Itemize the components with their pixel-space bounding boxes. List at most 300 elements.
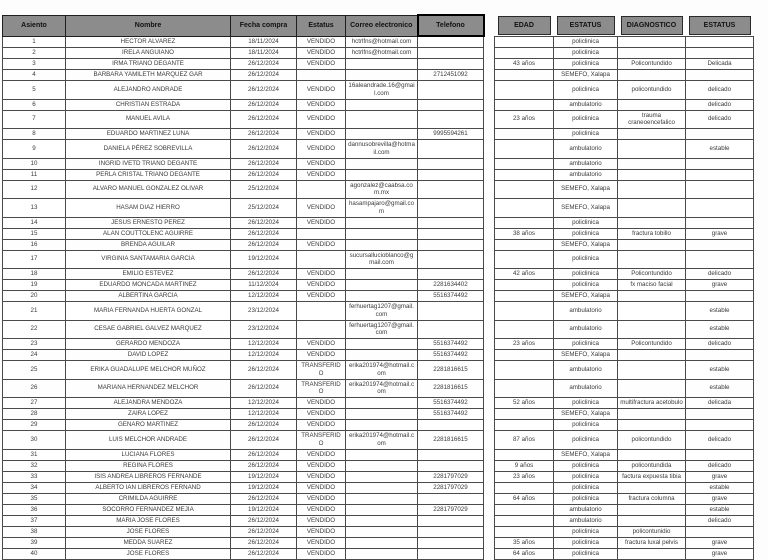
cell-estatus[interactable] [297,250,346,269]
cell-estatus[interactable]: VENDIDO [297,548,346,559]
cell-diagnostico[interactable] [618,48,686,59]
cell-edad[interactable] [495,409,554,420]
cell-estatus-3[interactable]: grave [686,493,754,504]
cell-estatus-3[interactable] [686,199,754,218]
cell-edad[interactable] [495,504,554,515]
cell-edad[interactable] [495,449,554,460]
cell-correo-electronico[interactable] [346,449,418,460]
cell-estatus-3[interactable]: grave [686,537,754,548]
cell-estatus[interactable]: VENDIDO [297,504,346,515]
header-fecha-compra[interactable]: Fecha compra [231,15,297,36]
cell-nombre[interactable]: EDUARDO MARTINEZ LUNA [66,129,231,140]
cell-edad[interactable]: 9 años [495,460,554,471]
cell-diagnostico[interactable] [618,70,686,81]
cell-diagnostico[interactable] [618,379,686,398]
cell-nombre[interactable]: ALBERTO IAN LIBREROS FERNAND [66,482,231,493]
cell-diagnostico[interactable] [618,36,686,48]
cell-estatus[interactable]: VENDIDO [297,269,346,280]
cell-telefono[interactable] [418,526,484,537]
cell-estatus[interactable]: VENDIDO [297,398,346,409]
cell-correo-electronico[interactable] [346,460,418,471]
cell-estatus-3[interactable]: grave [686,280,754,291]
cell-fecha-compra[interactable]: 12/12/2024 [231,350,297,361]
cell-fecha-compra[interactable]: 25/12/2024 [231,180,297,199]
cell-edad[interactable] [495,291,554,302]
cell-nombre[interactable]: ALBERTINA GARCIA [66,291,231,302]
cell-edad[interactable] [495,129,554,140]
cell-telefono[interactable] [418,250,484,269]
cell-nombre[interactable]: ALEJANDRO ANDRADE [66,81,231,100]
cell-correo-electronico[interactable]: hctrlfns@hotmail.com [346,36,418,48]
cell-estatus-2[interactable]: policlinica [554,48,618,59]
cell-nombre[interactable]: MARIANA HERNANDEZ MELCHOR [66,379,231,398]
cell-asiento[interactable]: 18 [3,269,66,280]
cell-estatus[interactable]: VENDIDO [297,36,346,48]
cell-nombre[interactable]: HASAM DIAZ HIERRO [66,199,231,218]
cell-asiento[interactable]: 24 [3,350,66,361]
cell-estatus-2[interactable]: policlinica [554,526,618,537]
cell-correo-electronico[interactable] [346,515,418,526]
cell-estatus[interactable]: VENDIDO [297,129,346,140]
cell-diagnostico[interactable] [618,217,686,228]
cell-nombre[interactable]: ALVARO MANUEL GONZALEZ OLIVAR [66,180,231,199]
cell-estatus-3[interactable]: delicado [686,339,754,350]
cell-asiento[interactable]: 20 [3,291,66,302]
cell-diagnostico[interactable] [618,409,686,420]
cell-nombre[interactable]: IRMA TRIANO DEGANTE [66,59,231,70]
header-estatus-2[interactable]: ESTATUS [554,15,618,36]
cell-correo-electronico[interactable] [346,129,418,140]
cell-asiento[interactable]: 34 [3,482,66,493]
cell-telefono[interactable] [418,140,484,159]
cell-estatus-3[interactable] [686,36,754,48]
cell-estatus-2[interactable]: policlinica [554,228,618,239]
cell-correo-electronico[interactable]: hctrlfns@hotmail.com [346,48,418,59]
cell-telefono[interactable] [418,302,484,321]
cell-estatus[interactable]: TRANSFERIDO [297,361,346,380]
cell-edad[interactable] [495,320,554,339]
cell-diagnostico[interactable] [618,291,686,302]
cell-estatus-2[interactable]: SEMEFO, Xalapa [554,180,618,199]
cell-diagnostico[interactable] [618,515,686,526]
cell-diagnostico[interactable] [618,320,686,339]
cell-estatus-3[interactable] [686,169,754,180]
cell-asiento[interactable]: 25 [3,361,66,380]
cell-estatus-2[interactable]: policlinica [554,269,618,280]
cell-estatus-2[interactable]: policlinica [554,493,618,504]
cell-asiento[interactable]: 2 [3,48,66,59]
cell-telefono[interactable] [418,59,484,70]
cell-nombre[interactable]: DANIELA PÉREZ SOBREVILLA [66,140,231,159]
cell-asiento[interactable]: 23 [3,339,66,350]
cell-nombre[interactable]: REGINA FLORES [66,460,231,471]
cell-fecha-compra[interactable]: 18/11/2024 [231,36,297,48]
cell-edad[interactable] [495,48,554,59]
cell-fecha-compra[interactable]: 26/12/2024 [231,460,297,471]
cell-telefono[interactable]: 5516374492 [418,409,484,420]
cell-asiento[interactable]: 4 [3,70,66,81]
cell-telefono[interactable]: 2281816615 [418,361,484,380]
cell-telefono[interactable]: 2712451092 [418,70,484,81]
cell-asiento[interactable]: 11 [3,169,66,180]
cell-telefono[interactable]: 2281797029 [418,471,484,482]
cell-asiento[interactable]: 1 [3,36,66,48]
cell-nombre[interactable]: HECTOR ALVAREZ [66,36,231,48]
cell-estatus[interactable]: VENDIDO [297,81,346,100]
cell-fecha-compra[interactable]: 26/12/2024 [231,537,297,548]
cell-diagnostico[interactable] [618,180,686,199]
cell-estatus[interactable]: VENDIDO [297,239,346,250]
cell-diagnostico[interactable] [618,350,686,361]
cell-diagnostico[interactable]: policontundido [618,431,686,450]
cell-telefono[interactable] [418,217,484,228]
cell-estatus-3[interactable] [686,217,754,228]
cell-correo-electronico[interactable]: erika201974@hotmail.com [346,361,418,380]
cell-nombre[interactable]: BRENDA AGUILAR [66,239,231,250]
cell-edad[interactable]: 23 años [495,339,554,350]
cell-diagnostico[interactable]: fractura luxal pelvis [618,537,686,548]
cell-estatus-2[interactable]: SEMEFO, Xalapa [554,350,618,361]
cell-diagnostico[interactable] [618,420,686,431]
cell-fecha-compra[interactable]: 26/12/2024 [231,228,297,239]
cell-nombre[interactable]: SOCORRO FERNANDEZ MEJIA [66,504,231,515]
cell-fecha-compra[interactable]: 26/12/2024 [231,99,297,110]
cell-telefono[interactable] [418,239,484,250]
cell-estatus-2[interactable]: policlinica [554,537,618,548]
cell-asiento[interactable]: 32 [3,460,66,471]
header-nombre[interactable]: Nombre [66,15,231,36]
cell-telefono[interactable]: 5516374492 [418,291,484,302]
cell-estatus-3[interactable] [686,239,754,250]
cell-estatus[interactable]: VENDIDO [297,537,346,548]
cell-nombre[interactable]: EMILIO ESTEVEZ [66,269,231,280]
cell-estatus-2[interactable]: ambulatorio [554,361,618,380]
cell-estatus-2[interactable]: policlinica [554,110,618,129]
cell-asiento[interactable]: 30 [3,431,66,450]
cell-nombre[interactable]: MANUEL AVILA [66,110,231,129]
cell-asiento[interactable]: 26 [3,379,66,398]
cell-edad[interactable]: 43 años [495,59,554,70]
cell-fecha-compra[interactable]: 11/12/2024 [231,280,297,291]
cell-diagnostico[interactable]: Policontundido [618,269,686,280]
cell-estatus[interactable]: VENDIDO [297,280,346,291]
cell-estatus[interactable]: VENDIDO [297,217,346,228]
cell-fecha-compra[interactable]: 23/12/2024 [231,302,297,321]
cell-nombre[interactable]: ZAIRA LOPEZ [66,409,231,420]
cell-fecha-compra[interactable]: 26/12/2024 [231,420,297,431]
cell-fecha-compra[interactable]: 26/12/2024 [231,493,297,504]
cell-telefono[interactable] [418,269,484,280]
cell-nombre[interactable]: ISIS ANDREA LIBREROS FERNANDE [66,471,231,482]
cell-estatus[interactable]: VENDIDO [297,420,346,431]
cell-estatus-3[interactable] [686,409,754,420]
cell-estatus[interactable]: VENDIDO [297,493,346,504]
cell-correo-electronico[interactable]: agonzalez@caabsa.com.mx [346,180,418,199]
cell-fecha-compra[interactable]: 26/12/2024 [231,169,297,180]
cell-asiento[interactable]: 33 [3,471,66,482]
cell-asiento[interactable]: 9 [3,140,66,159]
cell-correo-electronico[interactable] [346,239,418,250]
cell-asiento[interactable]: 19 [3,280,66,291]
cell-diagnostico[interactable] [618,302,686,321]
cell-estatus-3[interactable] [686,526,754,537]
cell-edad[interactable] [495,350,554,361]
cell-correo-electronico[interactable] [346,409,418,420]
cell-asiento[interactable]: 36 [3,504,66,515]
cell-telefono[interactable] [418,320,484,339]
cell-diagnostico[interactable]: Policontundido [618,59,686,70]
cell-nombre[interactable]: GERARDO MENDOZA [66,339,231,350]
header-correo-electronico[interactable]: Correo electronico [346,15,418,36]
cell-estatus-3[interactable]: delicado [686,431,754,450]
cell-edad[interactable]: 38 años [495,228,554,239]
cell-estatus-2[interactable]: policlinica [554,250,618,269]
cell-estatus-3[interactable] [686,129,754,140]
cell-correo-electronico[interactable]: sucursallucioblanco@gmail.com [346,250,418,269]
cell-estatus-3[interactable] [686,70,754,81]
cell-correo-electronico[interactable] [346,59,418,70]
cell-estatus[interactable]: VENDIDO [297,350,346,361]
cell-estatus-3[interactable] [686,350,754,361]
cell-fecha-compra[interactable]: 23/12/2024 [231,320,297,339]
cell-correo-electronico[interactable] [346,291,418,302]
cell-fecha-compra[interactable]: 26/12/2024 [231,70,297,81]
cell-edad[interactable] [495,99,554,110]
cell-nombre[interactable]: ERIKA GUADALUPE MELCHOR MUÑOZ [66,361,231,380]
cell-edad[interactable] [495,158,554,169]
cell-nombre[interactable]: PERLA CRISTAL TRIANO DEGANTE [66,169,231,180]
cell-nombre[interactable]: VIRGINIA SANTAMARIA GARCIA [66,250,231,269]
header-edad[interactable]: EDAD [495,15,554,36]
cell-nombre[interactable]: MARIA FERNANDA HUERTA GONZAL [66,302,231,321]
cell-nombre[interactable]: ALEJANDRA MENDOZA [66,398,231,409]
cell-correo-electronico[interactable] [346,420,418,431]
cell-estatus-3[interactable]: estable [686,320,754,339]
cell-estatus[interactable]: VENDIDO [297,409,346,420]
cell-asiento[interactable]: 12 [3,180,66,199]
cell-correo-electronico[interactable] [346,169,418,180]
cell-correo-electronico[interactable] [346,280,418,291]
cell-edad[interactable] [495,140,554,159]
cell-estatus[interactable]: VENDIDO [297,460,346,471]
cell-edad[interactable] [495,81,554,100]
cell-correo-electronico[interactable] [346,158,418,169]
cell-estatus-2[interactable]: policlinica [554,431,618,450]
cell-estatus-2[interactable]: SEMEFO, Xalapa [554,70,618,81]
cell-diagnostico[interactable] [618,169,686,180]
cell-edad[interactable] [495,217,554,228]
cell-estatus[interactable]: VENDIDO [297,48,346,59]
cell-edad[interactable] [495,180,554,199]
cell-correo-electronico[interactable] [346,110,418,129]
cell-estatus-3[interactable]: delicado [686,515,754,526]
cell-edad[interactable] [495,169,554,180]
cell-asiento[interactable]: 7 [3,110,66,129]
cell-edad[interactable]: 23 años [495,110,554,129]
cell-asiento[interactable]: 15 [3,228,66,239]
cell-correo-electronico[interactable]: erika201974@hotmail.com [346,379,418,398]
cell-estatus-3[interactable] [686,180,754,199]
cell-diagnostico[interactable] [618,199,686,218]
cell-fecha-compra[interactable]: 26/12/2024 [231,379,297,398]
cell-nombre[interactable]: GENARO MARTINEZ [66,420,231,431]
cell-diagnostico[interactable] [618,158,686,169]
cell-correo-electronico[interactable] [346,70,418,81]
cell-asiento[interactable]: 3 [3,59,66,70]
cell-diagnostico[interactable] [618,504,686,515]
cell-estatus[interactable]: VENDIDO [297,482,346,493]
cell-fecha-compra[interactable]: 19/12/2024 [231,250,297,269]
cell-estatus[interactable]: VENDIDO [297,169,346,180]
cell-estatus-2[interactable]: SEMEFO, Xalapa [554,199,618,218]
cell-correo-electronico[interactable] [346,99,418,110]
cell-telefono[interactable] [418,158,484,169]
cell-edad[interactable] [495,239,554,250]
cell-asiento[interactable]: 8 [3,129,66,140]
cell-estatus-3[interactable] [686,48,754,59]
cell-fecha-compra[interactable]: 26/12/2024 [231,361,297,380]
cell-edad[interactable]: 35 años [495,537,554,548]
cell-estatus[interactable]: VENDIDO [297,449,346,460]
cell-estatus-2[interactable]: policlinica [554,460,618,471]
cell-diagnostico[interactable]: policontundida [618,460,686,471]
cell-edad[interactable] [495,199,554,218]
header-diagnostico[interactable]: DIAGNOSTICO [618,15,686,36]
cell-correo-electronico[interactable] [346,548,418,559]
cell-diagnostico[interactable]: policontundido [618,81,686,100]
cell-edad[interactable]: 23 años [495,471,554,482]
cell-estatus-2[interactable]: SEMEFO, Xalapa [554,409,618,420]
cell-telefono[interactable]: 5516374492 [418,350,484,361]
cell-estatus-2[interactable]: SEMEFO, Xalapa [554,291,618,302]
cell-estatus-3[interactable]: Delicada [686,59,754,70]
cell-estatus[interactable]: VENDIDO [297,471,346,482]
cell-asiento[interactable]: 28 [3,409,66,420]
cell-estatus[interactable]: VENDIDO [297,158,346,169]
cell-diagnostico[interactable] [618,99,686,110]
cell-telefono[interactable] [418,36,484,48]
cell-correo-electronico[interactable] [346,471,418,482]
cell-edad[interactable] [495,420,554,431]
cell-edad[interactable]: 64 años [495,493,554,504]
cell-estatus[interactable] [297,302,346,321]
cell-estatus-2[interactable]: policlinica [554,81,618,100]
cell-correo-electronico[interactable] [346,398,418,409]
cell-estatus-3[interactable]: grave [686,228,754,239]
cell-telefono[interactable] [418,460,484,471]
cell-fecha-compra[interactable]: 26/12/2024 [231,140,297,159]
cell-fecha-compra[interactable]: 26/12/2024 [231,449,297,460]
cell-asiento[interactable]: 35 [3,493,66,504]
cell-telefono[interactable] [418,449,484,460]
cell-telefono[interactable] [418,420,484,431]
cell-edad[interactable] [495,280,554,291]
cell-telefono[interactable]: 2281634402 [418,280,484,291]
cell-correo-electronico[interactable] [346,482,418,493]
cell-fecha-compra[interactable]: 19/12/2024 [231,482,297,493]
cell-correo-electronico[interactable]: 16aleandrade.16@gmail.com [346,81,418,100]
cell-fecha-compra[interactable]: 26/12/2024 [231,548,297,559]
cell-diagnostico[interactable] [618,361,686,380]
cell-fecha-compra[interactable]: 26/12/2024 [231,515,297,526]
cell-estatus[interactable]: VENDIDO [297,526,346,537]
header-estatus[interactable]: Estatus [297,15,346,36]
cell-estatus-2[interactable]: ambulatorio [554,379,618,398]
cell-edad[interactable]: 64 años [495,548,554,559]
cell-asiento[interactable]: 38 [3,526,66,537]
cell-estatus-2[interactable]: ambulatorio [554,99,618,110]
cell-edad[interactable] [495,250,554,269]
cell-estatus[interactable]: VENDIDO [297,515,346,526]
cell-estatus-2[interactable]: policlinica [554,398,618,409]
cell-diagnostico[interactable]: Policontundido [618,339,686,350]
cell-nombre[interactable]: DAVID LOPEZ [66,350,231,361]
cell-asiento[interactable]: 37 [3,515,66,526]
cell-estatus-2[interactable]: SEMEFO, Xalapa [554,239,618,250]
cell-edad[interactable] [495,379,554,398]
cell-telefono[interactable] [418,180,484,199]
cell-estatus-2[interactable]: ambulatorio [554,169,618,180]
cell-nombre[interactable]: LUIS MELCHOR ANDRADE [66,431,231,450]
cell-asiento[interactable]: 21 [3,302,66,321]
cell-nombre[interactable]: ALAN COUTTOLENC AGUIRRE [66,228,231,239]
cell-asiento[interactable]: 14 [3,217,66,228]
cell-estatus[interactable]: VENDIDO [297,199,346,218]
cell-telefono[interactable]: 2281816615 [418,431,484,450]
cell-telefono[interactable] [418,48,484,59]
cell-fecha-compra[interactable]: 19/12/2024 [231,504,297,515]
cell-diagnostico[interactable] [618,482,686,493]
cell-nombre[interactable]: IRELA ANGUIANO [66,48,231,59]
cell-estatus-3[interactable]: estable [686,379,754,398]
cell-estatus[interactable] [297,70,346,81]
cell-estatus-2[interactable]: ambulatorio [554,158,618,169]
cell-estatus-3[interactable]: estable [686,361,754,380]
cell-fecha-compra[interactable]: 19/12/2024 [231,471,297,482]
cell-estatus-2[interactable]: SEMEFO, Xalapa [554,449,618,460]
cell-nombre[interactable]: CHRISTIAN ESTRADA [66,99,231,110]
cell-edad[interactable] [495,36,554,48]
cell-diagnostico[interactable]: multifractura acetobulo [618,398,686,409]
header-estatus-3[interactable]: ESTATUS [686,15,754,36]
cell-telefono[interactable]: 2281797029 [418,504,484,515]
cell-estatus-2[interactable]: ambulatorio [554,140,618,159]
cell-fecha-compra[interactable]: 12/12/2024 [231,291,297,302]
cell-correo-electronico[interactable] [346,339,418,350]
cell-telefono[interactable]: 2281797029 [418,482,484,493]
cell-estatus[interactable]: TRANSFERIDO [297,431,346,450]
cell-correo-electronico[interactable]: erika201974@hotmail.com [346,431,418,450]
cell-estatus-2[interactable]: policlinica [554,420,618,431]
cell-diagnostico[interactable]: factura expuesta tibia [618,471,686,482]
cell-estatus-3[interactable] [686,420,754,431]
cell-correo-electronico[interactable] [346,504,418,515]
cell-nombre[interactable]: EDUARDO MONCADA MARTINEZ [66,280,231,291]
cell-fecha-compra[interactable]: 26/12/2024 [231,81,297,100]
cell-edad[interactable] [495,526,554,537]
cell-estatus-3[interactable]: estable [686,482,754,493]
cell-nombre[interactable]: JOSE FLORES [66,526,231,537]
header-telefono-selected-cell[interactable]: Telefono [418,15,484,36]
cell-diagnostico[interactable] [618,140,686,159]
cell-fecha-compra[interactable]: 12/12/2024 [231,398,297,409]
cell-estatus-2[interactable]: policlinica [554,339,618,350]
cell-correo-electronico[interactable]: dannusobrevilla@hotmail.com [346,140,418,159]
cell-estatus-3[interactable] [686,449,754,460]
cell-estatus-3[interactable]: estable [686,302,754,321]
cell-estatus-2[interactable]: ambulatorio [554,504,618,515]
cell-telefono[interactable] [418,493,484,504]
